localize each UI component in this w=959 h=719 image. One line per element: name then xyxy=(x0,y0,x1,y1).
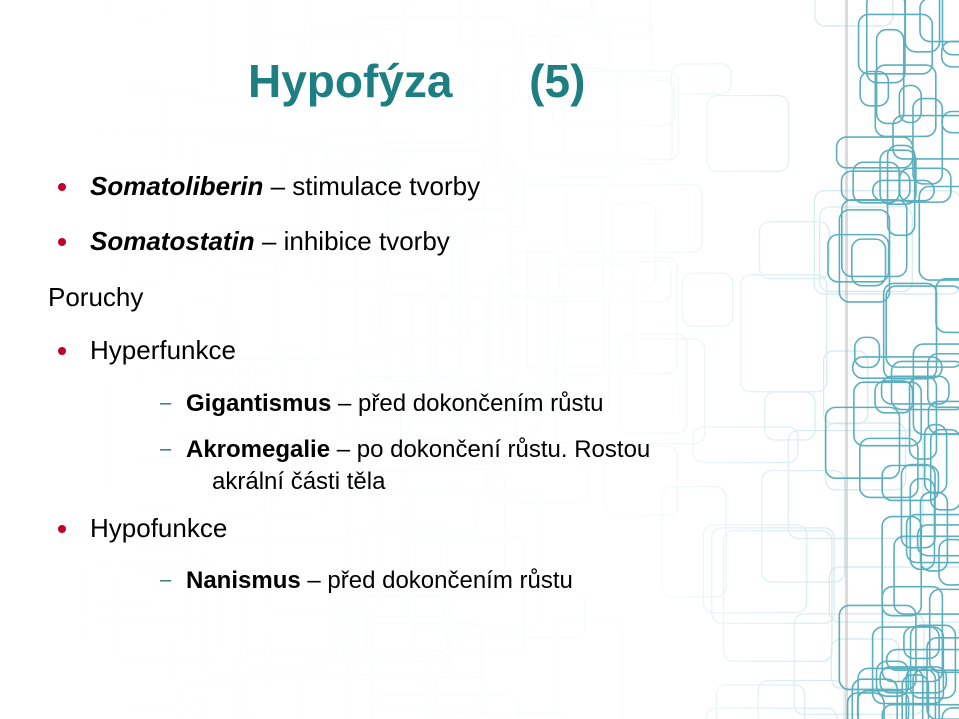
desc-gigantismus: – před dokončením růstu xyxy=(331,390,604,417)
desc-akromegalie: – po dokončení růstu. Rostou xyxy=(330,436,651,463)
bullet-icon xyxy=(58,347,66,355)
item-hypofunkce: Hypofunkce xyxy=(90,513,228,543)
term-somatostatin: Somatostatin xyxy=(90,226,255,256)
bullet-icon xyxy=(58,525,66,533)
term-somatoliberin: Somatoliberin xyxy=(90,171,264,201)
dash-icon: – xyxy=(160,392,172,414)
item-hyperfunkce: Hyperfunkce xyxy=(90,335,236,365)
term-nanismus: Nanismus xyxy=(186,567,301,594)
desc-somatoliberin: – stimulace tvorby xyxy=(263,171,481,201)
desc-somatostatin: – inhibice tvorby xyxy=(254,226,450,256)
item-akromegalie-cont: akrální části těla xyxy=(212,468,386,495)
term-gigantismus: Gigantismus xyxy=(186,390,332,417)
section-heading-poruchy: Poruchy xyxy=(48,282,144,312)
item-somatostatin xyxy=(90,227,450,256)
dash-icon: – xyxy=(160,569,172,591)
slide-title: Hypofýza (5) xyxy=(248,55,586,107)
item-nanismus xyxy=(186,568,573,594)
bullet-icon xyxy=(58,238,66,246)
item-akromegalie xyxy=(186,437,650,463)
item-gigantismus xyxy=(186,391,604,417)
desc-nanismus: – před dokončením růstu xyxy=(300,567,573,594)
bullet-icon xyxy=(58,183,66,191)
term-akromegalie: Akromegalie xyxy=(186,436,331,463)
item-somatoliberin xyxy=(90,172,480,201)
dash-icon: – xyxy=(160,438,172,460)
